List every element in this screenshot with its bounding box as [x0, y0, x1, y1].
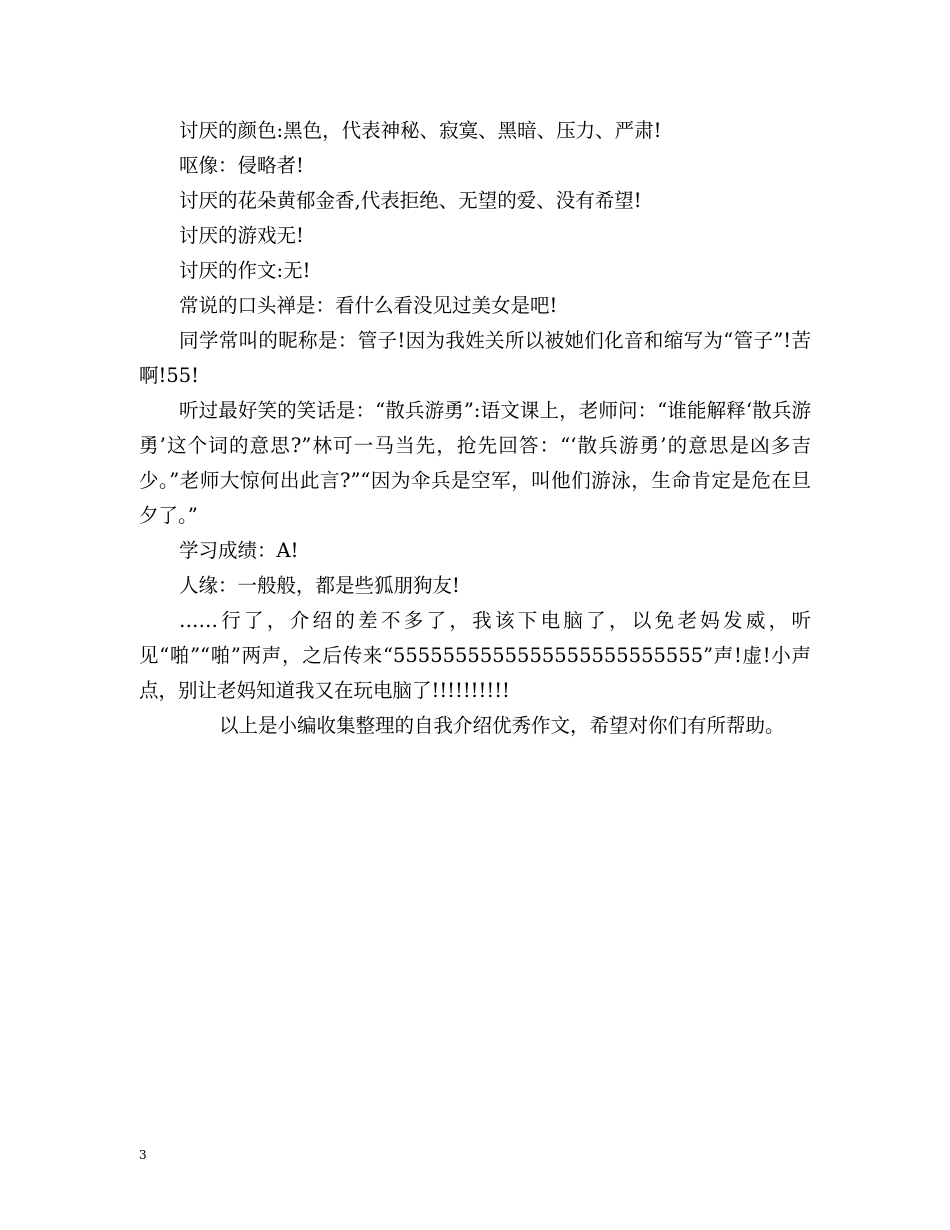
paragraph-disliked-game: 讨厌的游戏无!: [179, 224, 304, 247]
paragraph-disliked-essay: 讨厌的作文:无!: [179, 259, 311, 282]
paragraph-grades: 学习成绩：A!: [179, 539, 299, 562]
paragraph-closing: ……行了，介绍的差不多了，我该下电脑了，以免老妈发威，听见“啪”“啪”两声，之后传来“5555555555555555555555555”声!虚!小声点，别让老妈知道我又在玩电脑了!!!!!!!!!!: [139, 609, 811, 702]
page-number: 3: [139, 1148, 147, 1162]
paragraph-disliked-flower: 讨厌的花朵黄郁金香,代表拒绝、无望的爱、没有希望!: [179, 189, 642, 212]
paragraph-idol: 呕像：侵略者!: [179, 154, 304, 177]
paragraph-disliked-color: 讨厌的颜色:黑色，代表神秘、寂寞、黑暗、压力、严肃!: [179, 119, 662, 142]
paragraph-joke: 听过最好笑的笑话是：“散兵游勇”:语文课上，老师问：“谁能解释‘散兵游勇’这个词的意思?”林可一马当先，抢先回答：“‘散兵游勇’的意思是凶多吉少。”老师大惊何出此言?”“因为伞兵是空军，叫他们游泳，生命肯定是危在旦夕了。”: [139, 399, 811, 527]
paragraph-catchphrase: 常说的口头禅是：看什么看没见过美女是吧!: [179, 294, 558, 317]
paragraph-nickname: 同学常叫的昵称是：管子!因为我姓关所以被她们化音和缩写为“管子”!苦啊!55!: [139, 329, 811, 387]
document-body: [139, 113, 811, 743]
paragraph-editor-note: 以上是小编收集整理的自我介绍优秀作文，希望对你们有所帮助。: [219, 714, 785, 737]
paragraph-popularity: 人缘：一般般，都是些狐朋狗友!: [179, 574, 460, 597]
